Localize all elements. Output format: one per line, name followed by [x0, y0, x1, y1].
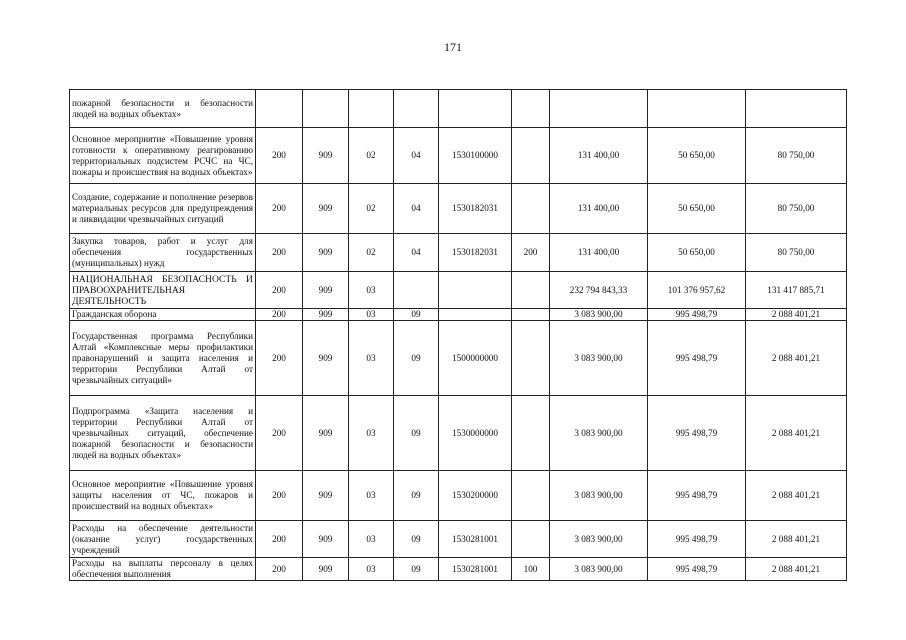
amount-year3-cell: 2 088 401,21: [746, 558, 847, 581]
amount-year1-cell: 3 083 900,00: [550, 396, 648, 471]
amount-year3-cell: 131 417 885,71: [746, 272, 847, 309]
ministry-cell: 200: [256, 128, 303, 184]
section-cell: 03: [349, 521, 394, 558]
amount-year1-cell: 3 083 900,00: [550, 309, 648, 321]
amount-year1-cell: 3 083 900,00: [550, 558, 648, 581]
amount-year2-cell: 50 650,00: [648, 184, 746, 234]
subsection-cell: 09: [394, 396, 439, 471]
section-cell: 03: [349, 309, 394, 321]
amount-year2-cell: 995 498,79: [648, 396, 746, 471]
code-cell: 909: [303, 309, 349, 321]
table-row: [70, 272, 847, 309]
section-cell: 03: [349, 272, 394, 309]
ministry-cell: 200: [256, 471, 303, 521]
code-cell: 909: [303, 558, 349, 581]
amount-year1-cell: 131 400,00: [550, 128, 648, 184]
subsection-cell: [394, 90, 439, 128]
table-row: [70, 128, 847, 184]
amount-year3-cell: 80 750,00: [746, 234, 847, 272]
ministry-cell: 200: [256, 272, 303, 309]
table-row: [70, 309, 847, 321]
amount-year3-cell: 2 088 401,21: [746, 309, 847, 321]
amount-year1-cell: 3 083 900,00: [550, 521, 648, 558]
expense-type-cell: [512, 272, 550, 309]
code-cell: 909: [303, 471, 349, 521]
table-row: [70, 321, 847, 396]
section-cell: 02: [349, 234, 394, 272]
section-cell: 03: [349, 396, 394, 471]
amount-year1-cell: 232 794 843,33: [550, 272, 648, 309]
target-article-cell: 1530281001: [439, 521, 512, 558]
row-name: Основное мероприятие «Повышение уровня готовности к оперативному реагированию территориальных подсистем РСЧС на ЧС, пожары и происшествия на водных объектах»: [70, 128, 256, 184]
subsection-cell: 04: [394, 184, 439, 234]
table-row: [70, 90, 847, 128]
expense-type-cell: [512, 321, 550, 396]
amount-year2-cell: [648, 90, 746, 128]
amount-year2-cell: 995 498,79: [648, 309, 746, 321]
table-body: [70, 90, 847, 581]
row-name: Закупка товаров, работ и услуг для обеспечения государственных (муниципальных) нужд: [70, 234, 256, 272]
amount-year2-cell: 995 498,79: [648, 471, 746, 521]
amount-year1-cell: [550, 90, 648, 128]
ministry-cell: 200: [256, 396, 303, 471]
row-name: Государственная программа Республики Алтай «Комплексные меры профилактики правонарушений и защита населения и территории Республики Алтай от чрезвычайных ситуаций»: [70, 321, 256, 396]
code-cell: 909: [303, 234, 349, 272]
page-number: 171: [444, 40, 462, 54]
table-row: [70, 396, 847, 471]
section-cell: 02: [349, 184, 394, 234]
ministry-cell: 200: [256, 309, 303, 321]
target-article-cell: [439, 309, 512, 321]
subsection-cell: 09: [394, 558, 439, 581]
code-cell: [303, 90, 349, 128]
expense-type-cell: [512, 396, 550, 471]
code-cell: 909: [303, 272, 349, 309]
amount-year3-cell: 80 750,00: [746, 184, 847, 234]
target-article-cell: 1530200000: [439, 471, 512, 521]
expense-type-cell: [512, 184, 550, 234]
section-cell: [349, 90, 394, 128]
amount-year3-cell: 2 088 401,21: [746, 471, 847, 521]
amount-year3-cell: [746, 90, 847, 128]
code-cell: 909: [303, 321, 349, 396]
subsection-cell: [394, 272, 439, 309]
target-article-cell: 1530000000: [439, 396, 512, 471]
ministry-cell: 200: [256, 521, 303, 558]
amount-year1-cell: 3 083 900,00: [550, 471, 648, 521]
target-article-cell: 1500000000: [439, 321, 512, 396]
subsection-cell: 04: [394, 128, 439, 184]
expense-type-cell: [512, 128, 550, 184]
subsection-cell: 04: [394, 234, 439, 272]
subsection-cell: 09: [394, 471, 439, 521]
section-cell: 03: [349, 471, 394, 521]
ministry-cell: 200: [256, 321, 303, 396]
row-name: пожарной безопасности и безопасности людей на водных объектах»: [70, 90, 256, 128]
table-row: [70, 521, 847, 558]
ministry-cell: 200: [256, 234, 303, 272]
amount-year2-cell: 995 498,79: [648, 321, 746, 396]
code-cell: 909: [303, 396, 349, 471]
table-row: [70, 558, 847, 581]
section-cell: 03: [349, 321, 394, 396]
row-name: НАЦИОНАЛЬНАЯ БЕЗОПАСНОСТЬ И ПРАВООХРАНИТЕЛЬНАЯ ДЕЯТЕЛЬНОСТЬ: [70, 272, 256, 309]
expense-type-cell: [512, 471, 550, 521]
code-cell: 909: [303, 128, 349, 184]
subsection-cell: 09: [394, 521, 439, 558]
expense-type-cell: [512, 309, 550, 321]
subsection-cell: 09: [394, 321, 439, 396]
amount-year3-cell: 2 088 401,21: [746, 321, 847, 396]
code-cell: 909: [303, 184, 349, 234]
section-cell: 02: [349, 128, 394, 184]
row-name: Расходы на выплаты персоналу в целях обеспечения выполнения: [70, 558, 256, 581]
table-row: [70, 184, 847, 234]
target-article-cell: 1530281001: [439, 558, 512, 581]
amount-year2-cell: 50 650,00: [648, 128, 746, 184]
table-row: [70, 471, 847, 521]
amount-year3-cell: 80 750,00: [746, 128, 847, 184]
target-article-cell: [439, 90, 512, 128]
target-article-cell: 1530182031: [439, 184, 512, 234]
target-article-cell: 1530100000: [439, 128, 512, 184]
expense-type-cell: 200: [512, 234, 550, 272]
amount-year2-cell: 101 376 957,62: [648, 272, 746, 309]
ministry-cell: 200: [256, 184, 303, 234]
row-name: Основное мероприятие «Повышение уровня защиты населения от ЧС, пожаров и происшествий на водных объектах»: [70, 471, 256, 521]
amount-year3-cell: 2 088 401,21: [746, 396, 847, 471]
row-name: Расходы на обеспечение деятельности (оказание услуг) государственных учреждений: [70, 521, 256, 558]
table-row: [70, 234, 847, 272]
target-article-cell: [439, 272, 512, 309]
expense-type-cell: [512, 521, 550, 558]
amount-year2-cell: 995 498,79: [648, 521, 746, 558]
amount-year2-cell: 995 498,79: [648, 558, 746, 581]
amount-year3-cell: 2 088 401,21: [746, 521, 847, 558]
amount-year2-cell: 50 650,00: [648, 234, 746, 272]
ministry-cell: 200: [256, 558, 303, 581]
target-article-cell: 1530182031: [439, 234, 512, 272]
amount-year1-cell: 131 400,00: [550, 184, 648, 234]
section-cell: 03: [349, 558, 394, 581]
amount-year1-cell: 3 083 900,00: [550, 321, 648, 396]
expense-type-cell: 100: [512, 558, 550, 581]
row-name: Подпрограмма «Защита населения и территории Республики Алтай от чрезвычайных ситуаций, обеспечение пожарной безопасности и безопасности людей на водных объектах»: [70, 396, 256, 471]
expense-type-cell: [512, 90, 550, 128]
row-name: Гражданская оборона: [70, 309, 256, 321]
amount-year1-cell: 131 400,00: [550, 234, 648, 272]
subsection-cell: 09: [394, 309, 439, 321]
code-cell: 909: [303, 521, 349, 558]
budget-table: [69, 89, 847, 581]
ministry-cell: [256, 90, 303, 128]
row-name: Создание, содержание и пополнение резервов материальных ресурсов для предупреждения и ликвидации чрезвычайных ситуаций: [70, 184, 256, 234]
